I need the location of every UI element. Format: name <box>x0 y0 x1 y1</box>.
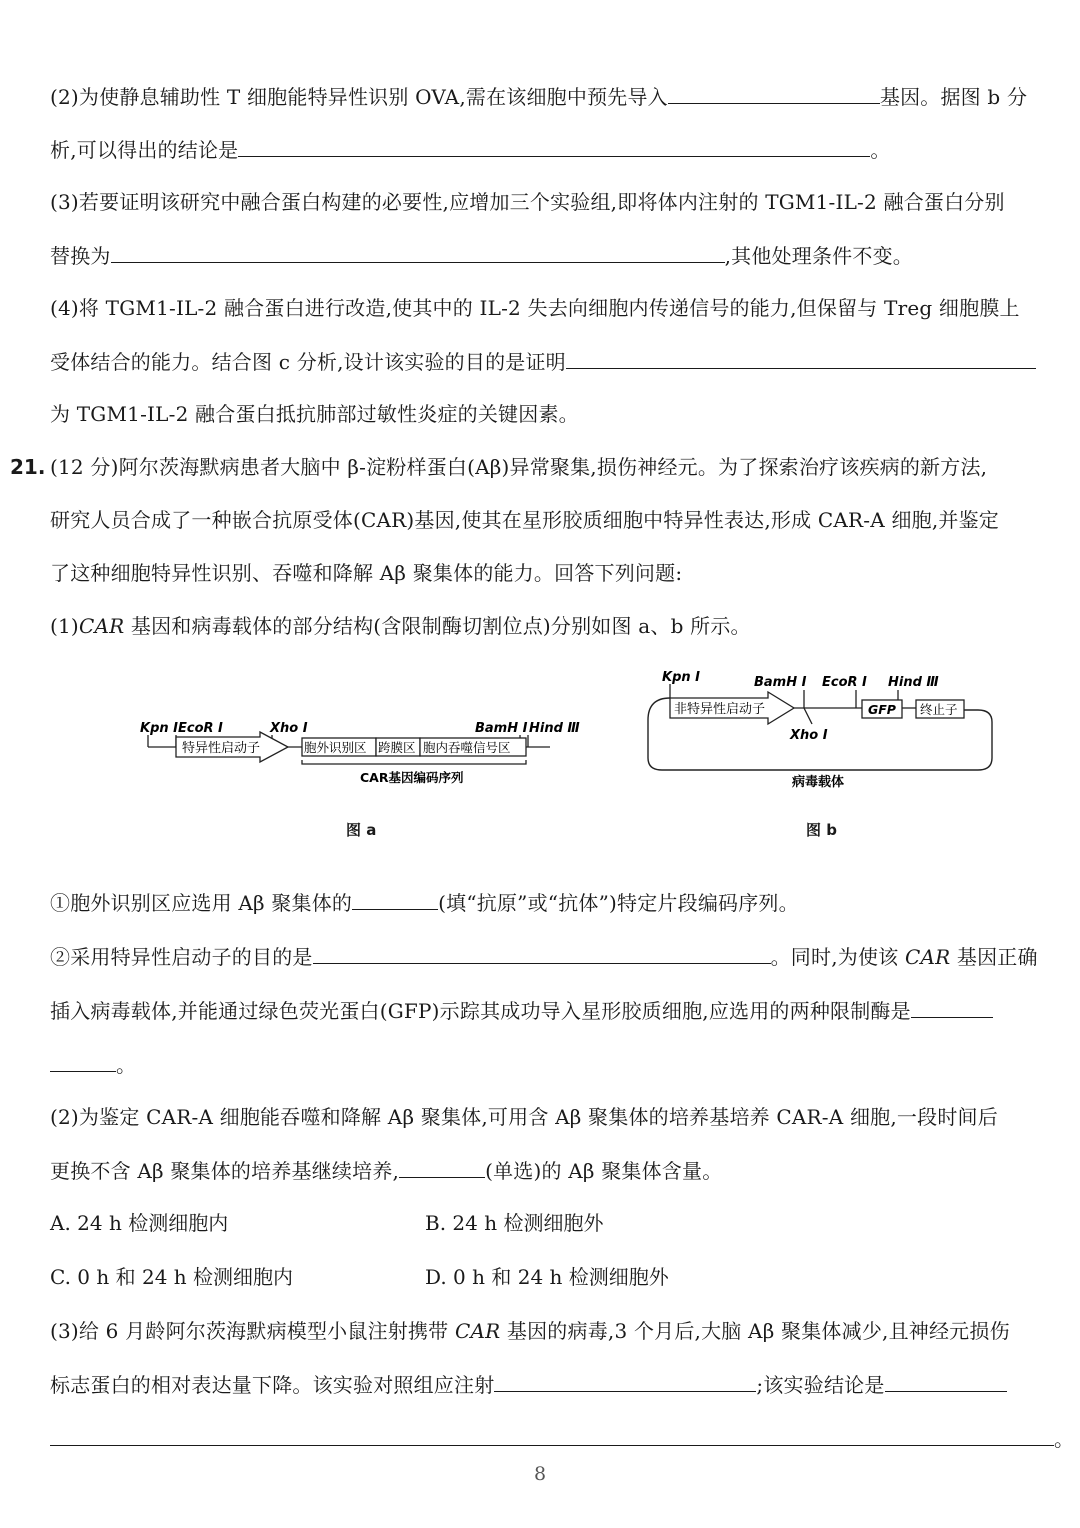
region-2-label: 跨膜区 <box>378 740 416 755</box>
q21-sub2-line1 <box>50 942 1080 971</box>
answer-blank[interactable] <box>885 1370 1007 1392</box>
figure-a-caption: 图 a <box>346 821 377 839</box>
q21-part1-text: 基因和病毒载体的部分结构(含限制酶切割位点)分别如图 a、b 所示。 <box>124 614 751 638</box>
answer-blank[interactable] <box>238 135 870 157</box>
gene-name: CAR <box>454 1319 501 1343</box>
figure-b-diagram <box>640 664 1000 790</box>
q21-part3-line1 <box>50 1317 1080 1345</box>
gene-name: CAR <box>78 614 125 638</box>
answer-blank[interactable] <box>494 1370 756 1392</box>
q21-part2-text2: 更换不含 Aβ 聚集体的培养基继续培养, <box>50 1159 400 1183</box>
q21-intro-line2 <box>50 506 1080 534</box>
q20-part4-text: (4)将 TGM1-IL-2 融合蛋白进行改造,使其中的 IL-2 失去向细胞内传递信号的能力,但保留与 Treg 细胞膜上 <box>50 296 1020 320</box>
q20-part4-line3 <box>50 400 1080 428</box>
site-kpn-label: Kpn Ⅰ <box>662 670 700 685</box>
q20-part2-line2: 析,可以得出的结论是 。 <box>50 135 1080 164</box>
q20-part4-tail: 为 TGM1-IL-2 融合蛋白抵抗肺部过敏性炎症的关键因素。 <box>50 402 579 426</box>
q21-part2-line1 <box>50 1103 1080 1131</box>
q20-part3-text: (3)若要证明该研究中融合蛋白构建的必要性,应增加三个实验组,即将体内注射的 TGM1-IL-2 融合蛋白分别 <box>50 190 1005 214</box>
coding-bracket <box>302 760 526 764</box>
period: 。 <box>116 1053 137 1077</box>
q21-sub1-text: ①胞外识别区应选用 Aβ 聚集体的 <box>50 891 353 915</box>
q21-sub2-text: ②采用特异性启动子的目的是 <box>50 945 313 969</box>
figure-a-diagram <box>130 712 590 794</box>
answer-blank[interactable] <box>668 82 880 104</box>
q21-part2-text: (2)为鉴定 CAR-A 细胞能吞噬和降解 Aβ 聚集体,可用含 Aβ 聚集体的培养基培养 CAR-A 细胞,一段时间后 <box>50 1105 998 1129</box>
period: 。 <box>1054 1427 1075 1451</box>
gene-name: CAR <box>904 945 951 969</box>
answer-blank[interactable] <box>566 347 1036 369</box>
answer-blank[interactable] <box>50 1424 1054 1446</box>
site-ecor-label: EcoR Ⅰ <box>822 675 867 690</box>
q20-part2-text-tail: 基因。据图 b 分 <box>879 85 1028 109</box>
q20-part2-conclusion-prompt: 析,可以得出的结论是 <box>50 138 239 162</box>
q20-part4-line2 <box>50 347 1080 376</box>
answer-blank[interactable] <box>399 1156 485 1178</box>
site-bamh-label: BamH Ⅰ <box>475 721 528 736</box>
q21-part3-line2 <box>50 1370 1080 1399</box>
part-label: (1) <box>50 614 79 638</box>
q20-part4-purpose-prompt: 受体结合的能力。结合图 c 分析,设计该实验的目的是证明 <box>50 350 566 374</box>
promoter-label: 非特异性启动子 <box>674 702 766 717</box>
q21-part2-tail: (单选)的 Aβ 聚集体含量。 <box>485 1159 723 1183</box>
site-xho-label: Xho Ⅰ <box>270 721 308 736</box>
q21-intro-text: 研究人员合成了一种嵌合抗原受体(CAR)基因,使其在星形胶质细胞中特异性表达,形成 CAR-A 细胞,并鉴定 <box>50 508 1000 532</box>
option-b[interactable]: B. 24 h 检测细胞外 <box>425 1211 604 1235</box>
site-kpn-label: Kpn Ⅰ <box>140 721 178 736</box>
q21-sub2-mid2: 基因正确 <box>950 945 1038 969</box>
q21-intro-line3 <box>50 559 1080 587</box>
page-number: 8 <box>533 1463 547 1485</box>
terminator-label: 终止子 <box>920 702 958 717</box>
option-d[interactable]: D. 0 h 和 24 h 检测细胞外 <box>425 1265 669 1289</box>
coding-sequence-label: CAR基因编码序列 <box>360 770 464 785</box>
site-xho-label: Xho Ⅰ <box>790 728 828 743</box>
q21-part3-text: (3)给 6 月龄阿尔茨海默病模型小鼠注射携带 <box>50 1319 455 1343</box>
q21-sub2-line2 <box>50 996 1080 1025</box>
q21-part3-text2: 基因的病毒,3 个月后,大脑 Aβ 聚集体减少,且神经元损伤 <box>500 1319 1010 1343</box>
q21-sub2-line3 <box>50 1050 1080 1079</box>
q20-part3-line2 <box>50 241 1080 270</box>
q21-sub1-line <box>50 888 1080 917</box>
site-hind-label: Hind Ⅲ <box>888 675 939 690</box>
q21-sub1-tail: (填“抗原”或“抗体”)特定片段编码序列。 <box>438 891 799 915</box>
gfp-label: GFP <box>868 702 896 717</box>
region-3-label: 胞内吞噬信号区 <box>423 740 511 755</box>
q20-part3-tail: ,其他处理条件不变。 <box>724 244 913 268</box>
q21-part3-conclusion-prompt: ;该实验结论是 <box>756 1373 885 1397</box>
q21-sub2-text2: 插入病毒载体,并能通过绿色荧光蛋白(GFP)示踪其成功导入星形胶质细胞,应选用的两种限制酶是 <box>50 999 911 1023</box>
answer-blank[interactable] <box>911 996 993 1018</box>
option-c[interactable]: C. 0 h 和 24 h 检测细胞内 <box>50 1265 294 1289</box>
promoter-label: 特异性启动子 <box>182 741 261 756</box>
q21-part3-line3 <box>50 1424 1080 1453</box>
vector-label: 病毒载体 <box>792 775 845 790</box>
figure-b-caption: 图 b <box>806 821 837 839</box>
q20-part3-replace-prompt: 替换为 <box>50 244 111 268</box>
q20-part2-text: (2)为使静息辅助性 T 细胞能特异性识别 OVA,需在该细胞中预先导入 <box>50 85 668 109</box>
answer-blank[interactable] <box>352 888 438 910</box>
q21-intro-line1 <box>50 453 1080 481</box>
answer-blank[interactable] <box>111 241 725 263</box>
q20-part4-line1 <box>50 294 1080 322</box>
q20-part2-line1 <box>50 82 1080 111</box>
answer-blank[interactable] <box>313 942 771 964</box>
region-1-label: 胞外识别区 <box>304 740 367 755</box>
site-bamh-label: BamH Ⅰ <box>754 675 807 690</box>
q21-intro-text: 了这种细胞特异性识别、吞噬和降解 Aβ 聚集体的能力。回答下列问题: <box>50 561 683 585</box>
option-a[interactable]: A. 24 h 检测细胞内 <box>50 1211 229 1235</box>
question-number: 21. <box>10 455 46 479</box>
site-ecor-label: EcoR Ⅰ <box>178 721 223 736</box>
q21-part1-line <box>50 612 1080 640</box>
q21-part2-line2 <box>50 1156 1080 1185</box>
site-hind-label: Hind Ⅲ <box>529 721 580 736</box>
q21-intro-text: (12 分)阿尔茨海默病患者大脑中 β-淀粉样蛋白(Aβ)异常聚集,损伤神经元。为了探索治疗该疾病的新方法, <box>50 455 988 479</box>
q21-sub2-mid: 。同时,为使该 <box>770 945 905 969</box>
answer-blank[interactable] <box>50 1050 116 1072</box>
q21-part3-control-prompt: 标志蛋白的相对表达量下降。该实验对照组应注射 <box>50 1373 495 1397</box>
q20-part3-line1 <box>50 188 1080 216</box>
